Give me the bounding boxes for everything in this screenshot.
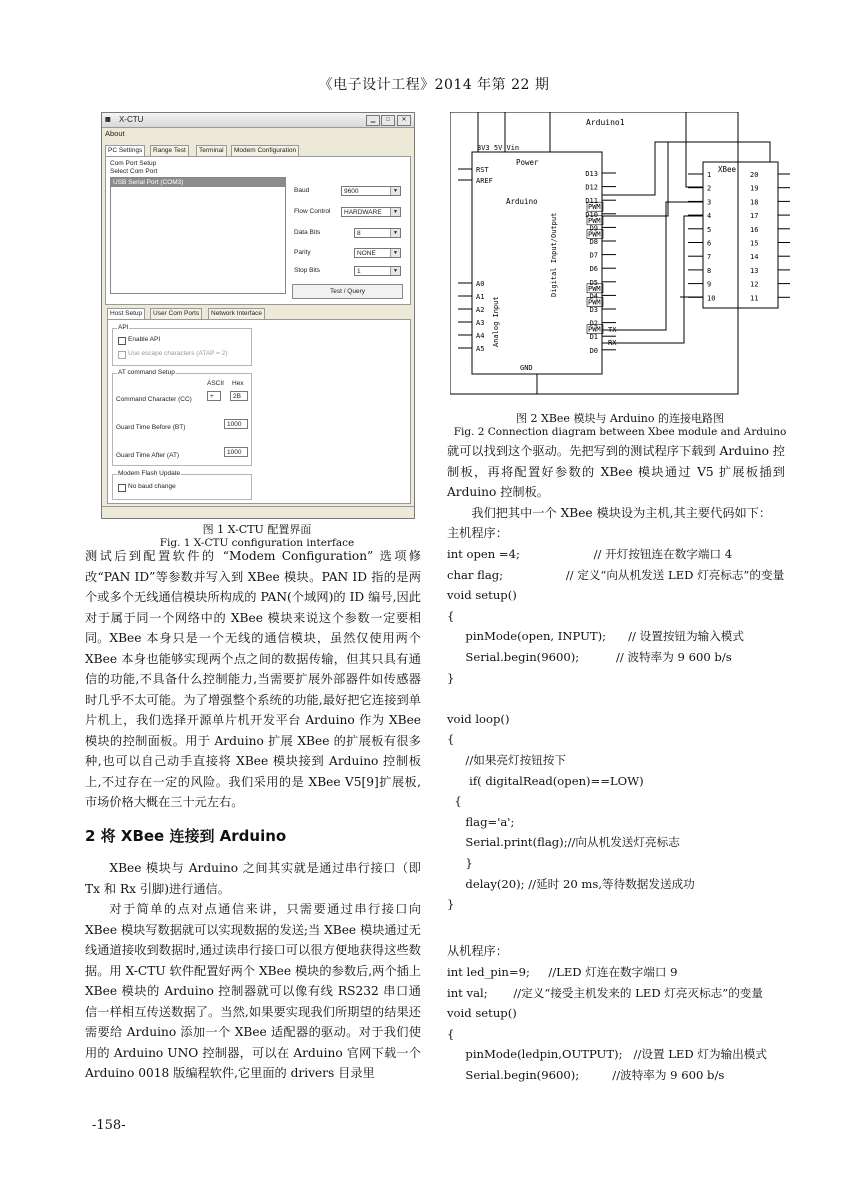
xbee-left-pin-label: 2 xyxy=(707,184,712,193)
digital-pin-label: D3 xyxy=(589,306,598,314)
xbee-right-pin-label: 16 xyxy=(750,225,759,234)
slave-code-block xyxy=(447,962,767,1086)
digital-pin-label: D8 xyxy=(589,238,598,246)
master-code-line: { xyxy=(447,608,455,623)
master-code-line: Serial.print(flag);//向从机发送灯亮标志 xyxy=(447,835,680,850)
analog-pin-label: A5 xyxy=(476,345,485,353)
xbee-right-pin-label: 13 xyxy=(750,266,759,275)
digital-pin-label: D4 xyxy=(589,292,598,301)
no-baud-checkbox[interactable] xyxy=(118,484,126,492)
status-bar xyxy=(102,506,414,518)
master-code-line: } xyxy=(447,855,473,870)
master-code-block xyxy=(447,544,784,915)
digital-pin-label: D0 xyxy=(589,346,598,355)
xbee-right-pin-label: 11 xyxy=(750,294,759,303)
aref-label: AREF xyxy=(476,177,493,185)
api-group xyxy=(112,324,252,366)
guard-before-input[interactable]: 1000 xyxy=(224,419,248,429)
master-code-line: pinMode(open, INPUT); // 设置按钮为输入模式 xyxy=(447,629,744,644)
com-port-setup-label: Com Port Setup xyxy=(110,160,157,167)
digital-io-label: Digital Input/Output xyxy=(550,212,558,297)
tab-pc-settings[interactable]: PC Settings xyxy=(105,145,145,156)
xbee-right-pin-label: 12 xyxy=(750,280,759,289)
left-paragraph-2: XBee 本身只是一个无线的通信模块，虽然仅使用两个 XBee 本身也能够实现两个点之间的数据传输，但其只具有通信的功能,不具备什么控制能力,当需要扩展外部器件如传感器时几乎不太可能。为了增强整个系统的功能,最好把它连接到单片机上，我们选择开源单片机开发平台 Arduino 作为 XBee 模块的控制面板。用于 Arduino 扩展 XBee 的扩展板有很多种,也可以自己动手直接将 XBee 模块接到 Arduino 控制板上,不过存在一定的风险。我们采用的是 XBee V5[9]扩展板,市场价格大概在三十元左右。 xyxy=(85,631,421,809)
chevron-down-icon[interactable]: ▼ xyxy=(390,249,400,257)
slave-program-label: 从机程序： xyxy=(447,944,508,958)
digital-pin-label: D2 xyxy=(589,319,598,328)
at-command-group xyxy=(112,369,252,466)
baud-label: Baud xyxy=(294,187,310,194)
modem-flash-label: Modem Flash Update xyxy=(118,470,181,477)
flow-control-select[interactable] xyxy=(341,207,401,217)
master-code-line: int open =4; // 开灯按钮连在数字端口 4 xyxy=(447,547,733,561)
digital-pin-label: D12 xyxy=(585,183,598,192)
slave-code-line: { xyxy=(447,1026,455,1041)
command-char-ascii-input[interactable]: + xyxy=(207,391,221,401)
tab-network-interface[interactable]: Network Interface xyxy=(208,308,265,319)
select-com-port-label: Select Com Port xyxy=(110,168,158,175)
host-setup-panel xyxy=(107,319,411,504)
xctu-titlebar xyxy=(102,113,414,128)
com-port-panel xyxy=(105,156,411,305)
xbee-left-pin-label: 8 xyxy=(707,266,712,275)
hex-label: Hex xyxy=(232,380,244,387)
master-code-line: { xyxy=(447,732,455,747)
board-title: Arduino1 xyxy=(586,118,625,127)
baud-value: 9600 xyxy=(344,188,359,195)
minimize-icon[interactable]: ▁ xyxy=(366,115,380,126)
chevron-down-icon[interactable]: ▼ xyxy=(390,229,400,237)
pwm-label: PWM xyxy=(588,230,601,239)
xbee-left-pin-label: 4 xyxy=(707,212,712,221)
api-group-label: API xyxy=(118,324,129,331)
pwm-label: PWM xyxy=(588,325,601,334)
master-code-line: //如果亮灯按钮按下 xyxy=(447,752,566,767)
right-paragraph-1: 就可以找到这个驱动。先把写到的测试程序下载到 Arduino 控制板，再将配置好参数的 XBee 模块通过 V5 扩展板插到 Arduino 控制板。 xyxy=(447,444,785,499)
xbee-right-pin-label: 15 xyxy=(750,239,759,248)
com-port-item[interactable]: USB Serial Port (COM3) xyxy=(111,178,285,187)
rx-label: RX xyxy=(608,339,617,347)
data-bits-value: 8 xyxy=(357,230,361,237)
stop-bits-label: Stop Bits xyxy=(294,267,321,274)
guard-before-label: Guard Time Before (BT) xyxy=(116,424,186,431)
parity-select[interactable] xyxy=(354,248,401,258)
journal-header: 《电子设计工程》2014 年第 22 期 xyxy=(318,77,550,93)
analog-pin-label: A3 xyxy=(476,319,485,327)
command-char-hex-input[interactable]: 2B xyxy=(230,391,248,401)
baud-select[interactable] xyxy=(341,186,401,196)
digital-pin-label: D5 xyxy=(589,278,598,287)
xbee-right-pin-label: 14 xyxy=(750,253,759,262)
left-paragraph-1: 测试后到配置软件的 “Modem Configuration” 选项修改“PAN ID”等参数并写入到 XBee 模块。PAN ID 指的是两个或多个无线通信模块所构成的 PAN(个域网)的 ID 编号,因此对于属于同一个网络中的 XBee 模块来说这个参数一定要相同。 xyxy=(85,549,421,645)
master-code-line: } xyxy=(447,670,455,685)
figure2-caption-cn: 图 2 XBee 模块与 Arduino 的连接电路图 xyxy=(516,412,724,425)
escape-chars-label: Use escape characters (ATAP = 2) xyxy=(128,350,228,357)
xbee-right-pin-label: 20 xyxy=(750,171,759,179)
xctu-window xyxy=(101,112,415,519)
xbee-right-pin-label: 19 xyxy=(750,184,759,193)
digital-pin-label: D9 xyxy=(589,224,598,233)
at-command-label: AT command Setup xyxy=(118,369,175,376)
xbee-right-pin-label: 18 xyxy=(750,198,759,207)
analog-pin-label: A2 xyxy=(476,306,485,314)
tab-user-com-ports[interactable]: User Com Ports xyxy=(150,308,202,319)
analog-input-label: Analog Input xyxy=(492,296,500,347)
master-code-line xyxy=(447,688,784,709)
master-program-label: 主机程序： xyxy=(447,526,508,540)
data-bits-label: Data Bits xyxy=(294,229,321,236)
guard-after-label: Guard Time After (AT) xyxy=(116,452,180,459)
chevron-down-icon[interactable]: ▼ xyxy=(390,187,400,195)
figure1-caption-en: Fig. 1 X-CTU configuration interface xyxy=(159,537,355,549)
enable-api-label: Enable API xyxy=(128,336,161,343)
xbee-left-pin-label: 5 xyxy=(707,225,712,234)
tab-terminal[interactable]: Terminal xyxy=(196,145,227,156)
tab-range-test[interactable]: Range Test xyxy=(150,145,189,156)
stop-bits-select[interactable] xyxy=(354,266,401,276)
tab-modem-configuration[interactable]: Modem Configuration xyxy=(231,145,299,156)
master-code-line: Serial.begin(9600); // 波特率为 9 600 b/s xyxy=(447,649,732,664)
page-number: -158- xyxy=(92,1118,126,1133)
xbee-left-pin-label: 6 xyxy=(707,239,712,248)
xbee-left-pin-label: 1 xyxy=(707,171,712,179)
slave-code-line: Serial.begin(9600); //波特率为 9 600 b/s xyxy=(447,1067,725,1082)
digital-pin-label: D7 xyxy=(589,251,598,260)
xbee-left-pin-label: 3 xyxy=(707,198,712,207)
slave-code-line: pinMode(ledpin,OUTPUT); //设置 LED 灯为输出模式 xyxy=(447,1047,767,1062)
rst-label: RST xyxy=(476,166,489,174)
pwm-label: PWM xyxy=(588,284,601,293)
pwm-label: PWM xyxy=(588,298,601,307)
flow-control-label: Flow Control xyxy=(294,208,331,215)
ascii-label: ASCII xyxy=(207,380,224,387)
master-code-line: delay(20); //延时 20 ms,等待数据发送成功 xyxy=(447,876,695,891)
arduino-label: Arduino xyxy=(506,197,538,206)
flow-control-value: HARDWARE xyxy=(344,209,382,216)
modem-flash-group xyxy=(112,470,252,500)
master-code-line: if( digitalRead(open)==LOW) xyxy=(447,773,644,788)
analog-pin-label: A1 xyxy=(476,293,485,301)
master-code-line: void setup() xyxy=(447,588,517,603)
analog-pin-label: A4 xyxy=(476,332,485,340)
parity-label: Parity xyxy=(294,249,311,256)
figure2-caption-en: Fig. 2 Connection diagram between Xbee module and Arduino xyxy=(453,426,787,438)
close-icon[interactable]: ✕ xyxy=(397,115,411,126)
section-heading: 2 将 XBee 连接到 Arduino xyxy=(85,827,287,845)
enable-api-checkbox[interactable] xyxy=(118,337,126,345)
parity-value: NONE xyxy=(357,250,376,257)
data-bits-select[interactable] xyxy=(354,228,401,238)
left-paragraph-3: XBee 模块与 Arduino 之间其实就是通过串行接口（即 Tx 和 Rx 引脚)进行通信。 xyxy=(85,861,421,896)
master-code-line: { xyxy=(447,794,462,809)
digital-pin-label: D11 xyxy=(585,197,598,206)
stop-bits-value: 1 xyxy=(357,268,361,275)
xbee-right-pin-label: 17 xyxy=(750,212,759,221)
gnd-label: GND xyxy=(520,364,533,372)
xbee-left-pin-label: 10 xyxy=(707,294,716,303)
tx-label: TX xyxy=(608,326,617,334)
analog-pin-label: A0 xyxy=(476,280,485,288)
digital-pin-label: D10 xyxy=(585,210,598,219)
figure1-caption-cn: 图 1 X-CTU 配置界面 xyxy=(202,523,312,536)
command-char-label: Command Character (CC) xyxy=(116,396,192,403)
chevron-down-icon[interactable]: ▼ xyxy=(390,267,400,275)
power-label: Power xyxy=(516,158,539,167)
xbee-left-pin-label: 9 xyxy=(707,280,712,289)
digital-pin-label: D6 xyxy=(589,265,598,274)
maximize-icon[interactable]: □ xyxy=(381,115,395,126)
com-port-list[interactable] xyxy=(110,177,286,294)
slave-code-line: int led_pin=9; //LED 灯连在数字端口 9 xyxy=(447,965,678,979)
slave-code-line: void setup() xyxy=(447,1006,517,1021)
menu-about[interactable]: About xyxy=(105,129,125,138)
no-baud-label: No baud change xyxy=(128,483,176,490)
digital-pin-label: D13 xyxy=(585,170,598,178)
xbee-left-pin-label: 7 xyxy=(707,253,712,262)
xctu-title: X-CTU xyxy=(119,115,144,124)
master-code-line: } xyxy=(447,897,455,912)
guard-after-input[interactable]: 1000 xyxy=(224,447,248,457)
master-code-line: void loop() xyxy=(447,711,510,726)
tab-host-setup[interactable]: Host Setup xyxy=(107,308,145,319)
right-paragraph-2: 我们把其中一个 XBee 模块设为主机,其主要代码如下： xyxy=(471,506,772,520)
master-code-line: char flag; // 定义“向从机发送 LED 灯亮标志”的变量 xyxy=(447,567,785,582)
escape-chars-checkbox[interactable] xyxy=(118,351,126,359)
xbee-block xyxy=(703,162,778,308)
digital-pin-label: D1 xyxy=(589,333,598,342)
master-code-line: flag='a'; xyxy=(447,814,515,829)
power-pins-label: 3V3 5V Vin xyxy=(477,144,520,152)
circuit-diagram xyxy=(450,112,790,402)
xctu-logo-icon: ▦ xyxy=(105,117,111,123)
chevron-down-icon[interactable]: ▼ xyxy=(390,208,400,216)
test-query-button[interactable]: Test / Query xyxy=(292,284,403,299)
left-paragraph-4: 对于简单的点对点通信来讲，只需要通过串行接口向 XBee 模块写数据就可以实现数据的发送;当 XBee 模块通过无线通道接收到数据时,通过读串行接口可以很方便地获得这些数据。用 X-CTU 软件配置好两个 XBee 模块的参数后,两个插上 XBee 模块的 Arduino 控制器就可以像有线 RS232 串口通信一样相互传送数据了。当然,如果要实现我们所期望的结果还需要给 Arduino 添加一个 XBee 适配器的驱动。对于我们使用的 Arduino UNO 控制器，可以在 Arduino 官网下载一个 Arduino 0018 版编程软件,它里面的 drivers 目录里 xyxy=(85,902,421,1080)
xbee-label: XBee xyxy=(718,165,737,174)
slave-code-line: int val; //定义“接受主机发来的 LED 灯亮灭标志”的变量 xyxy=(447,985,763,1000)
pwm-label: PWM xyxy=(588,203,601,212)
pwm-label: PWM xyxy=(588,216,601,225)
